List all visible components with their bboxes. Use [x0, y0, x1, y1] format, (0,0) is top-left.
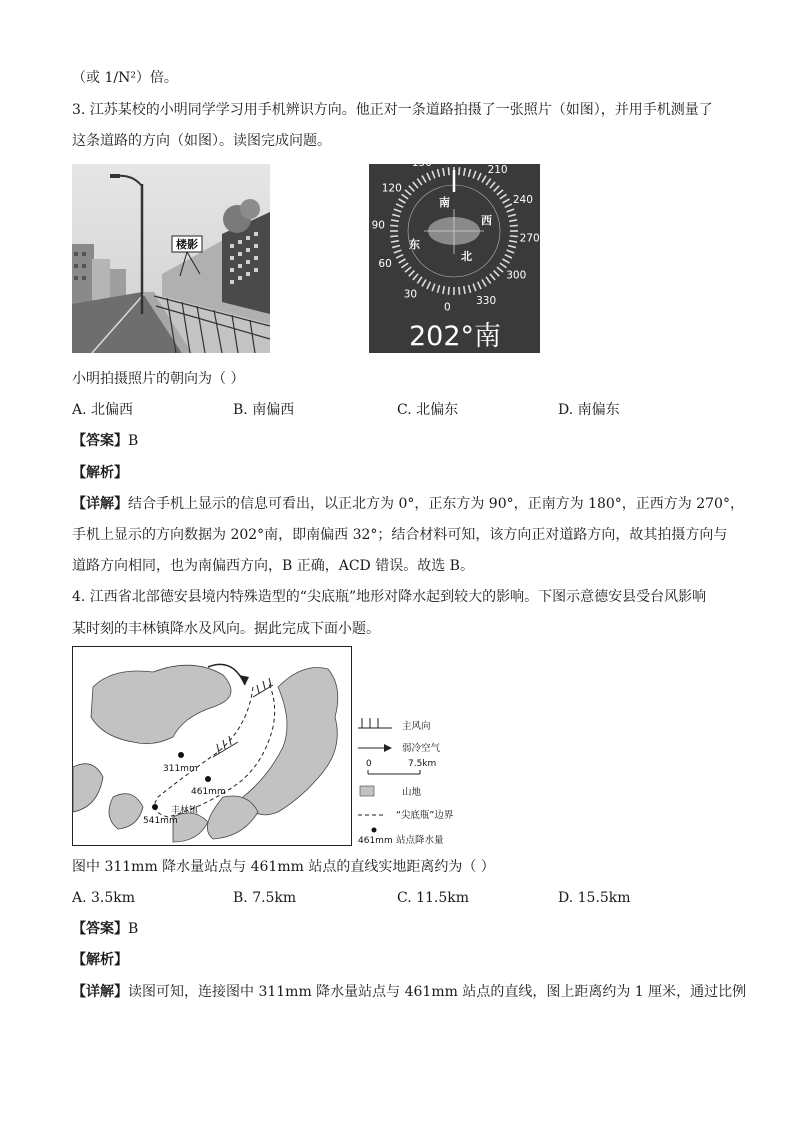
compass-degree-label: 300 [506, 269, 527, 282]
legend-station: 站点降水量 [396, 835, 444, 846]
q3-detail-line2: 手机上显示的方向数据为 202°南，即南偏西 32°；结合材料可知，该方向正对道路方向，故其拍摄方向与 [72, 527, 728, 543]
legend-scale-max: 7.5km [408, 759, 437, 769]
q4-option-d[interactable]: D. 15.5km [558, 890, 631, 906]
q3-detail-line3: 道路方向相同，也为南偏西方向，B 正确，ACD 错误。故选 B。 [72, 558, 474, 574]
compass-readout: 202°南 [408, 321, 502, 352]
compass-degree-label: 210 [487, 163, 508, 176]
legend-station-sample: 461mm [358, 836, 393, 846]
q3-stem: 小明拍摄照片的朝向为（ ） [72, 371, 245, 387]
q3-option-a[interactable]: A. 北偏西 [72, 402, 134, 418]
station-541-dot [152, 804, 158, 810]
compass-dial [369, 150, 540, 353]
station-311-dot [178, 752, 184, 758]
q4-detail-line1 [72, 982, 746, 1002]
q4-answer-tag: 【答案】 [72, 921, 128, 937]
station-461-label: 461mm [191, 787, 226, 797]
q3-answer [72, 431, 138, 451]
q3-answer-tag: 【答案】 [72, 433, 128, 449]
compass-west-label: 西 [481, 214, 492, 227]
q4-option-b[interactable]: B. 7.5km [233, 890, 297, 906]
q4-option-a[interactable]: A. 3.5km [72, 890, 136, 906]
q4-answer-value: B [128, 921, 139, 937]
compass-degree-label: 330 [476, 294, 497, 307]
station-461-dot [205, 776, 211, 782]
building-shadow-label: 楼影 [176, 238, 198, 251]
terrain-map-drawing [73, 647, 351, 845]
legend-mountain: 山地 [402, 787, 422, 798]
q3-answer-value: B [128, 433, 139, 449]
compass-degree-label: 120 [381, 182, 402, 195]
map-legend [356, 714, 496, 854]
compass-degree-label: 30 [403, 288, 418, 301]
compass-degree-label: 240 [512, 193, 533, 206]
q3-detail-line1 [72, 494, 744, 514]
phone-compass [369, 150, 540, 353]
legend-drawing [356, 714, 496, 854]
legend-wind: 主风向 [402, 721, 431, 732]
station-541-label: 541mm [143, 816, 178, 826]
q4-analysis-tag: 【解析】 [72, 952, 128, 968]
compass-north-label: 北 [461, 250, 472, 263]
q3-option-b[interactable]: B. 南偏西 [233, 402, 295, 418]
compass-degree-label: 150 [411, 157, 432, 170]
q3-intro-line1: 3. 江苏某校的小明同学学习用手机辨识方向。他正对一条道路拍摄了一张照片（如图），并用手机测量了 [72, 102, 713, 118]
legend-scale-zero: 0 [366, 759, 372, 769]
q3-option-d[interactable]: D. 南偏东 [558, 402, 620, 418]
compass-east-label: 东 [409, 238, 420, 251]
q4-detail-text1: 读图可知，连接图中 311mm 降水量站点与 461mm 站点的直线，图上距离约为 1 厘米，通过比例 [128, 984, 747, 1000]
q4-option-c[interactable]: C. 11.5km [397, 890, 470, 906]
road-photo [72, 164, 270, 353]
q3-option-c[interactable]: C. 北偏东 [397, 402, 459, 418]
continuation-line: （或 1/N²）倍。 [72, 70, 178, 86]
road-photo-drawing [72, 164, 270, 353]
legend-mountain-swatch [360, 786, 374, 796]
compass-degree-label: 60 [378, 258, 392, 271]
q3-detail-text1: 结合手机上显示的信息可看出，以正北方为 0°，正东方为 90°，正南方为 180°，正西方为 270°， [128, 496, 744, 512]
town-label: 丰林镇 [171, 806, 199, 816]
compass-degree-label: 180 [450, 150, 471, 163]
q4-intro-line2: 某时刻的丰林镇降水及风向。据此完成下面小题。 [72, 621, 380, 637]
q3-intro-line2: 这条道路的方向（如图）。读图完成问题。 [72, 133, 331, 149]
compass-south-label: 南 [439, 196, 450, 209]
q4-stem: 图中 311mm 降水量站点与 461mm 站点的直线实地距离约为（ ） [72, 859, 495, 875]
q4-detail-tag: 【详解】 [72, 984, 128, 1000]
compass-degree-label: 0 [444, 301, 451, 314]
legend-cold-air: 弱冷空气 [402, 743, 441, 754]
q3-analysis-tag: 【解析】 [72, 465, 128, 481]
legend-boundary: “尖底瓶”边界 [396, 810, 454, 821]
compass-degree-label: 270 [519, 232, 540, 245]
compass-degree-label: 90 [371, 219, 385, 232]
q3-detail-tag: 【详解】 [72, 496, 128, 512]
station-311-label: 311mm [163, 764, 198, 774]
q4-answer [72, 919, 138, 939]
terrain-map [72, 646, 352, 846]
q4-intro-line1: 4. 江西省北部德安县境内特殊造型的“尖底瓶”地形对降水起到较大的影响。下图示意德安县受台风影响 [72, 589, 707, 605]
